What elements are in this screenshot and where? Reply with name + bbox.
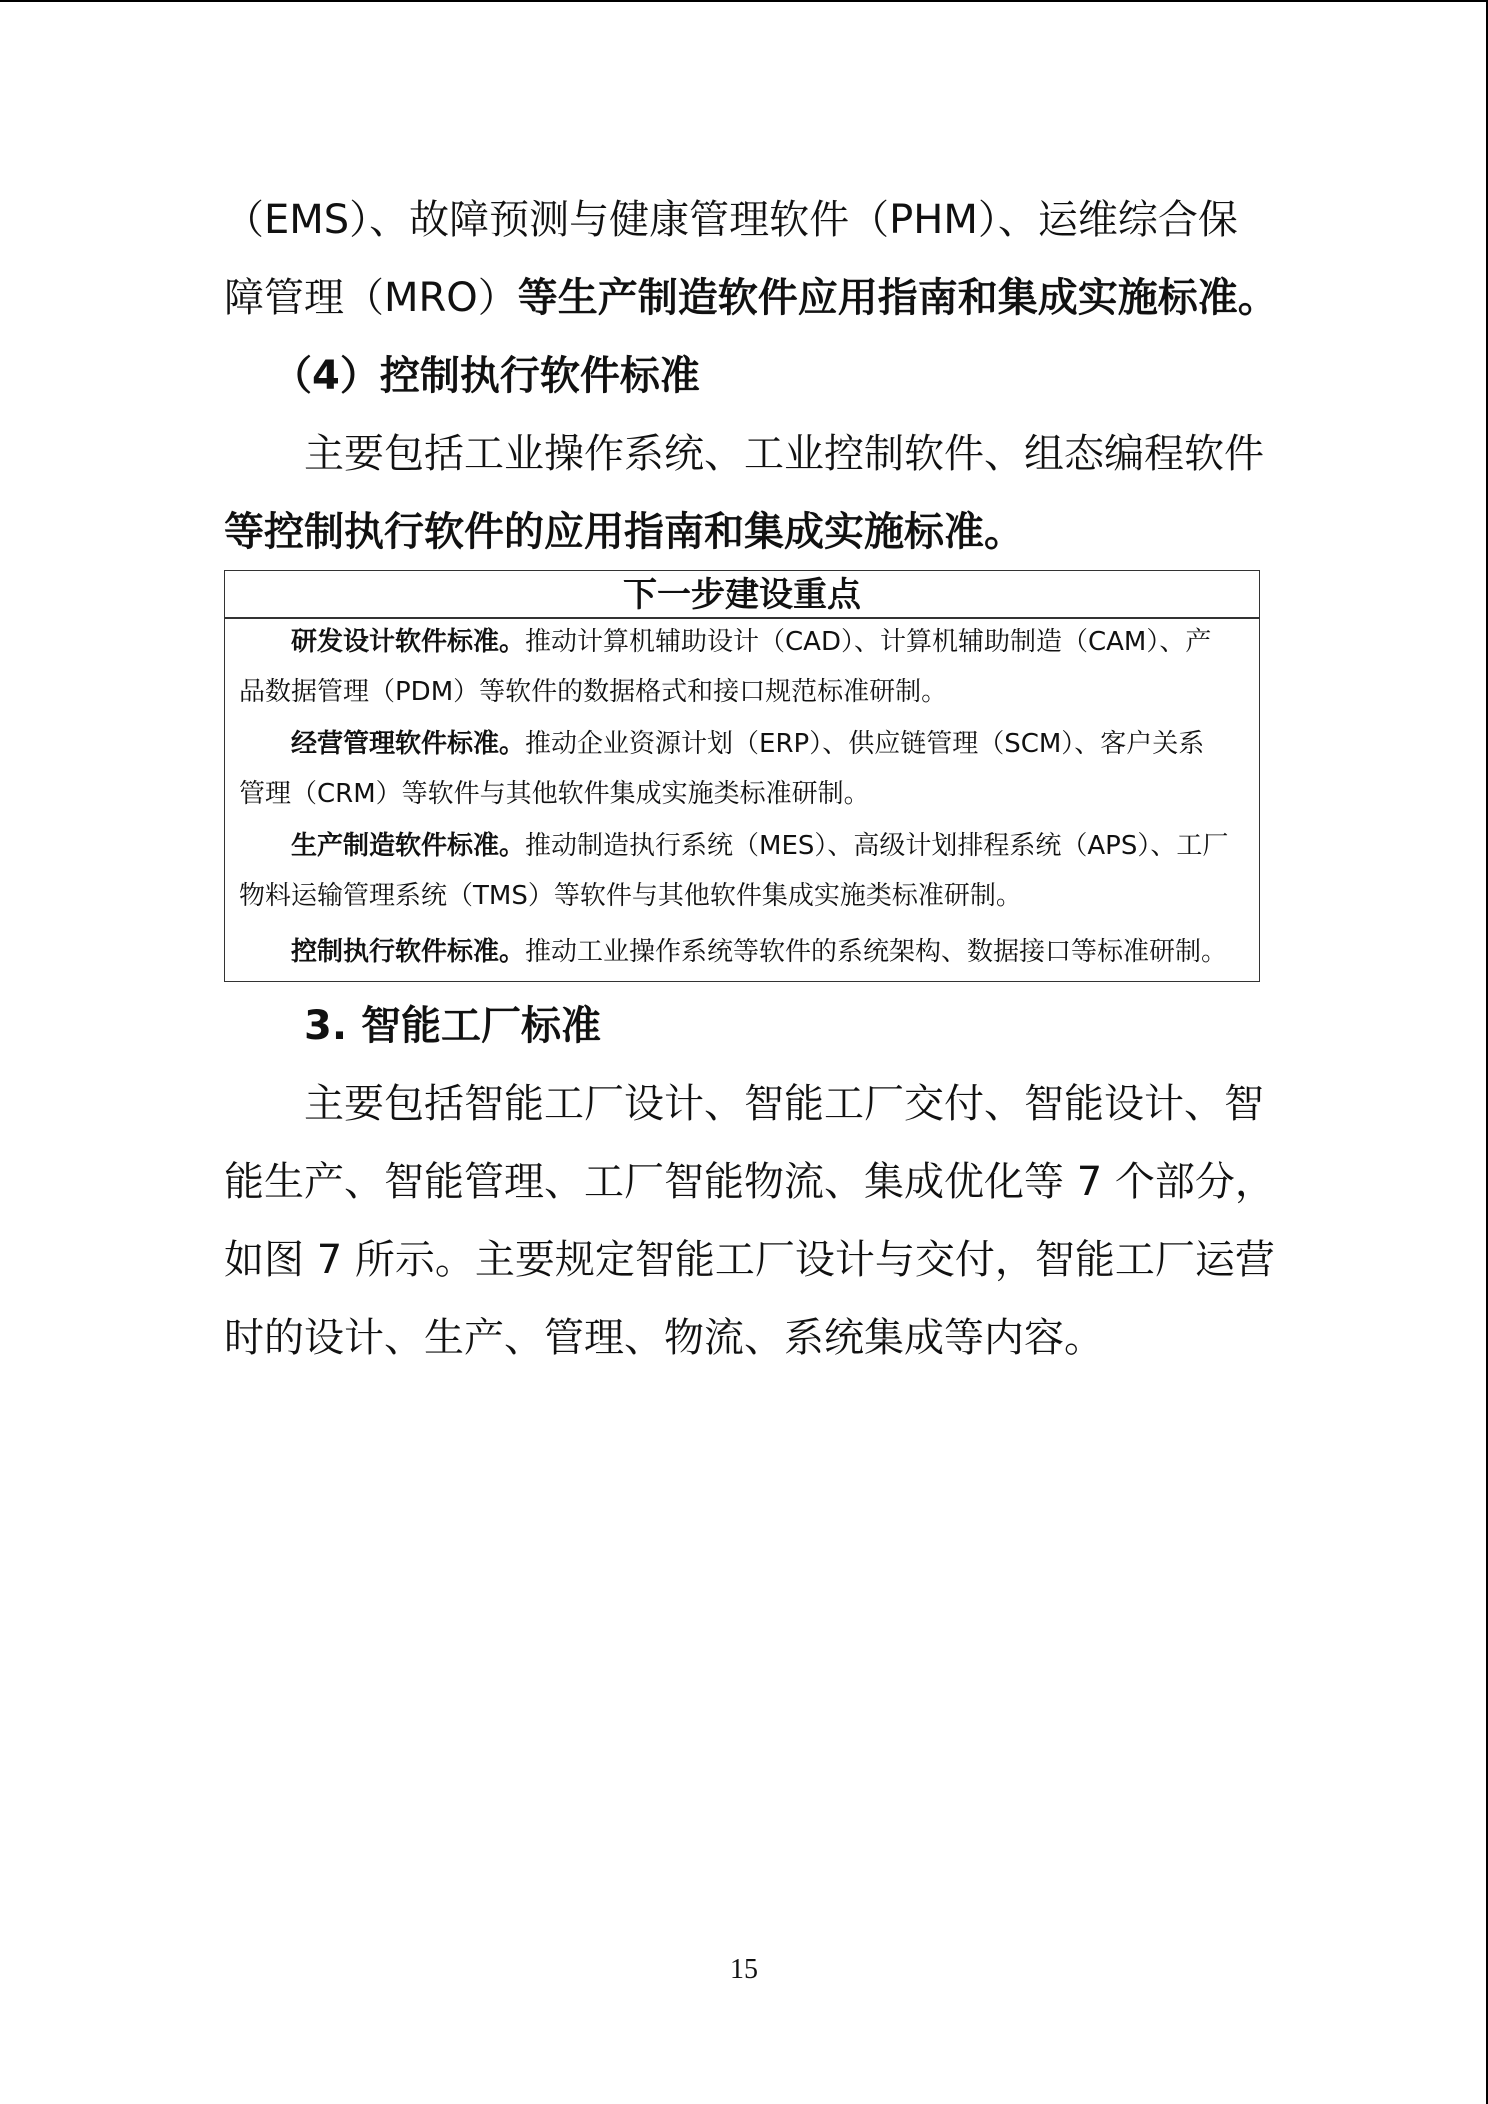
box-item-1-line-1 <box>239 617 1249 667</box>
section-4-para-line-2: 等控制执行软件的应用指南和集成实施标准。 <box>224 509 1024 555</box>
box-item-3-text-1: 推动制造执行系统（MES）、高级计划排程系统（APS）、工厂 <box>525 831 1229 861</box>
box-item-2-text-1: 推动企业资源计划（ERP）、供应链管理（SCM）、客户关系 <box>525 729 1205 759</box>
box-item-4-line-1 <box>239 927 1249 977</box>
box-item-2-line-1 <box>239 719 1249 769</box>
top-border <box>0 0 1488 2</box>
section-3-heading: 3. 智能工厂标准 <box>304 1003 601 1049</box>
section-4-heading: （4）控制执行软件标准 <box>272 353 700 399</box>
intro-line-2-bold: 等生产制造软件应用指南和集成实施标准。 <box>517 275 1278 321</box>
page-number: 15 <box>730 1954 758 1985</box>
section-4-para-line-1: 主要包括工业操作系统、工业控制软件、组态编程软件 <box>304 431 1264 477</box>
next-steps-box <box>224 570 1260 982</box>
section-3-line-2: 能生产、智能管理、工厂智能物流、集成优化等 7 个部分， <box>224 1159 1275 1205</box>
box-item-3-label: 生产制造软件标准。 <box>291 831 526 861</box>
intro-line-2-normal: 障管理（MRO） <box>224 275 518 321</box>
section-3-line-1: 主要包括智能工厂设计、智能工厂交付、智能设计、智 <box>304 1081 1264 1127</box>
box-item-1-line-2: 品数据管理（PDM）等软件的数据格式和接口规范标准研制。 <box>239 677 948 707</box>
intro-line-1: （EMS）、故障预测与健康管理软件（PHM）、运维综合保 <box>224 197 1238 243</box>
box-item-4-text-1: 推动工业操作系统等软件的系统架构、数据接口等标准研制。 <box>525 937 1228 967</box>
box-item-1-label: 研发设计软件标准。 <box>291 627 526 657</box>
box-item-2-line-2: 管理（CRM）等软件与其他软件集成实施类标准研制。 <box>239 779 870 809</box>
box-title: 下一步建设重点 <box>623 575 861 615</box>
intro-line-2 <box>224 258 1278 338</box>
box-item-1-text-1: 推动计算机辅助设计（CAD）、计算机辅助制造（CAM）、产 <box>525 627 1212 657</box>
box-item-4-label: 控制执行软件标准。 <box>291 937 526 967</box>
box-item-3-line-2: 物料运输管理系统（TMS）等软件与其他软件集成实施类标准研制。 <box>239 881 1022 911</box>
box-item-2-label: 经营管理软件标准。 <box>291 729 526 759</box>
section-3-line-3: 如图 7 所示。主要规定智能工厂设计与交付，智能工厂运营 <box>224 1237 1275 1283</box>
box-item-3-line-1 <box>239 821 1249 871</box>
section-3-line-4: 时的设计、生产、管理、物流、系统集成等内容。 <box>224 1315 1104 1361</box>
